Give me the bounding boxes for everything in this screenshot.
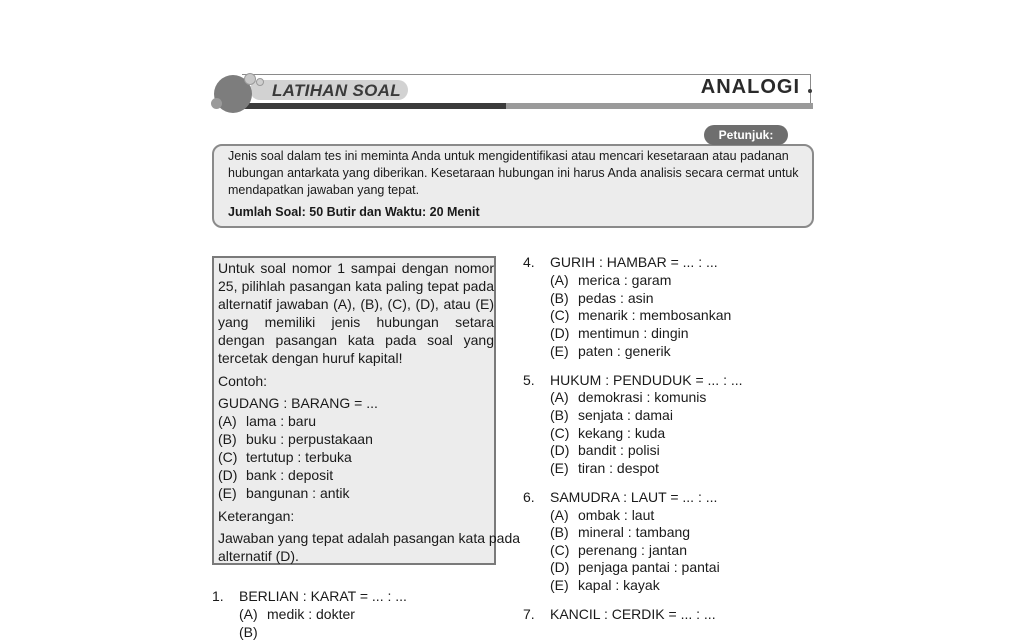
decorative-circle-icon (211, 98, 222, 109)
answer-option: (A) merica : garam (550, 272, 672, 288)
answer-option-partial: (B) (239, 624, 274, 640)
answer-option: (A) ombak : laut (550, 507, 655, 523)
keterangan-text: alternatif (D). (218, 548, 299, 564)
answer-option: (E) paten : generik (550, 343, 671, 359)
decorative-circle-icon (256, 78, 264, 86)
answer-option: (E) kapal : kayak (550, 577, 660, 593)
instructions-text (228, 148, 800, 199)
answer-option: (A) demokrasi : komunis (550, 389, 707, 405)
answer-option: (E) tiran : despot (550, 460, 659, 476)
example-instruction: Untuk soal nomor 1 sampai dengan nomor 25, pilihlah pasangan kata paling tepat pada alternatif jawaban (A), (B), (C), (D), atau (E) yang memiliki jenis hubungan setara dengan pasangan kata pada soal yang tercetak dengan huruf kapital! (218, 260, 494, 366)
answer-option: (D) mentimun : dingin (550, 325, 689, 341)
example-option: (E) bangunan : antik (218, 485, 350, 501)
example-option: (B) buku : perpustakaan (218, 431, 373, 447)
example-option: (D) bank : deposit (218, 467, 334, 483)
example-option: (C) tertutup : terbuka (218, 449, 352, 465)
contoh-label: Contoh: (218, 373, 268, 389)
decorative-circle-icon (244, 73, 256, 85)
answer-option: (C) kekang : kuda (550, 425, 666, 441)
answer-option: (C) menarik : membosankan (550, 307, 732, 323)
answer-option: (D) penjaga pantai : pantai (550, 559, 720, 575)
question-stem: 7. KANCIL : CERDIK = ... : ... (523, 606, 716, 622)
header-bar-dark (240, 103, 506, 109)
instructions-line: mendapatkan jawaban yang tepat. (228, 183, 420, 197)
example-option: (A) lama : baru (218, 413, 317, 429)
answer-option: (B) mineral : tambang (550, 524, 691, 540)
answer-option: (B) pedas : asin (550, 290, 654, 306)
instructions-line: Jenis soal dalam tes ini meminta Anda untuk mengidentifikasi atau mencari kesetaraan atau padanan (228, 149, 789, 163)
header-dot (808, 89, 812, 93)
keterangan-label: Keterangan: (218, 508, 295, 524)
example-stem: GUDANG : BARANG = ... (218, 395, 378, 411)
instructions-line: hubungan antarkata yang diberikan. Kesetaraan hubungan ini harus Anda analisis secara cermat untuk (228, 166, 799, 180)
instructions-tab: Petunjuk: (704, 125, 788, 145)
answer-option: (A) medik : dokter (239, 606, 355, 622)
keterangan-text: Jawaban yang tepat adalah pasangan kata pada (218, 530, 521, 546)
topic-title: ANALOGI (700, 76, 800, 98)
question-stem: 6. SAMUDRA : LAUT = ... : ... (523, 489, 718, 505)
answer-option: (D) bandit : polisi (550, 442, 660, 458)
question-summary: Jumlah Soal: 50 Butir dan Waktu: 20 Menit (228, 205, 480, 219)
question-stem: 4. GURIH : HAMBAR = ... : ... (523, 254, 718, 270)
question-stem: 5. HUKUM : PENDUDUK = ... : ... (523, 372, 743, 388)
answer-option: (C) perenang : jantan (550, 542, 687, 558)
question-stem: 1. BERLIAN : KARAT = ... : ... (212, 588, 407, 604)
section-label: LATIHAN SOAL (272, 81, 401, 100)
header-bar-light (506, 103, 813, 109)
answer-option: (B) senjata : damai (550, 407, 673, 423)
